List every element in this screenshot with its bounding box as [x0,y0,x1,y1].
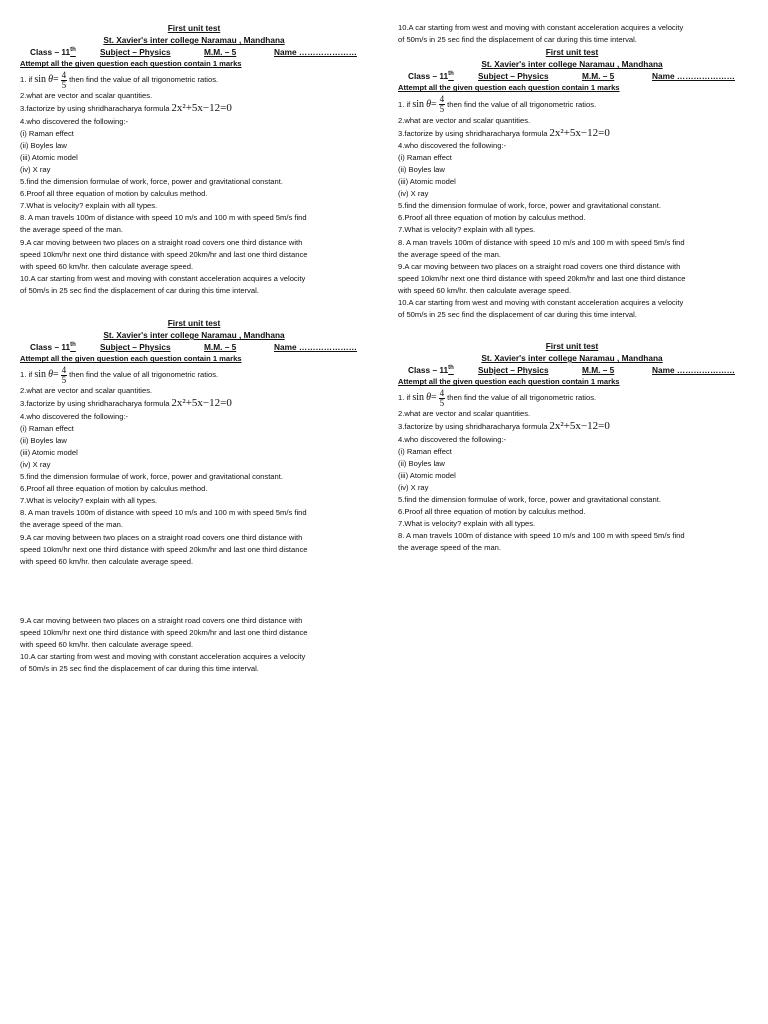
question-8: 8. A man travels 100m of distance with speed 10 m/s and 100 m with speed 5m/s find [20,508,307,518]
question-paper-1: First unit test St. Xavier's inter college Naramau , Mandhana Class – 11th Subject – Physics M.M. – 5 Name ………………… Attempt all the given question each question contain 1 marks 1. if sin θ= $\frac{4}{5}$ then find the value of all trigonometric ratios. 2.what are vector and scalar quantities. 3.factorize by using shridharacharya formula 2x²+5x−12=0 4.who discovered the following:- (i) Raman effect (ii) Boyles law (iii) Atomic model (iv) X ray 5.find the dimension formulae of work, force, power and gravitational constant. 6.Proof all three equation of motion by calculus method. 7.What is velocity? explain with all types. 8. A man travels 100m of distance with speed 10 m/s and 100 m with speed 5m/s find the average speed of the man. 9.A car moving between two places on a straight road covers one third distance with speed 10km/hr next one third distance with speed 20km/hr and last one third distance with speed 60 km/hr. then calculate average speed. 10.A car starting from west and moving with constant acceleration acquires a velocity of 50m/s in 25 sec find the displacement of car during this time interval. [20,22,368,297]
question-4: 4.who discovered the following:- [398,434,507,444]
question-1: 1. if sin θ= $\frac{4}{5}$ then find the value of all trigonometric ratios. [20,69,219,90]
question-8: 8. A man travels 100m of distance with speed 10 m/s and 100 m with speed 5m/s find [20,213,307,223]
paper-title: First unit test [167,318,221,328]
instruction: Attempt all the given question each question contain 1 marks [398,83,620,93]
question-paper-5: 9.A car moving between two places on a straight road covers one third distance with speed 10km/hr next one third distance with speed 20km/hr and last one third distance with speed 60 km/hr. then calculate average speed. 10.A car starting from west and moving with constant acceleration acquires a velocity of 50m/s in 25 sec find the displacement of car during this time interval. [20,615,368,675]
school-name: St. Xavier's inter college Naramau , Mandhana [103,35,285,46]
paper-header: Class – 11th Subject – Physics M.M. – 5 Name ………………… [30,47,357,58]
school-name: St. Xavier's inter college Naramau , Mandhana [481,353,663,364]
school-name: St. Xavier's inter college Naramau , Mandhana [103,330,285,341]
paper-header: Class – 11th Subject – Physics M.M. – 5 Name ………………… [30,342,357,353]
question-2: 2.what are vector and scalar quantities. [398,409,531,419]
question-6: 6.Proof all three equation of motion by calculus method. [398,213,586,223]
question-6: 6.Proof all three equation of motion by calculus method. [20,484,208,494]
paper-title: First unit test [545,341,599,351]
question-1: 1. if sin θ= $\frac{4}{5}$ then find the value of all trigonometric ratios. [398,387,597,408]
question-1: 1. if sin θ= $\frac{4}{5}$ then find the value of all trigonometric ratios. [398,94,597,115]
instruction: Attempt all the given question each question contain 1 marks [20,59,242,69]
school-name: St. Xavier's inter college Naramau , Mandhana [481,59,663,70]
question-3: 3.factorize by using shridharacharya formula 2x²+5x−12=0 [398,420,610,433]
question-10: 10.A car starting from west and moving with constant acceleration acquires a velocity [20,652,306,662]
question-9: 9.A car moving between two places on a straight road covers one third distance with [398,261,681,271]
question-3: 3.factorize by using shridharacharya formula 2x²+5x−12=0 [398,126,610,139]
paper-title: First unit test [545,47,599,58]
question-paper-3: First unit test St. Xavier's inter college Naramau , Mandhana Class – 11th Subject – Physics M.M. – 5 Name ………………… Attempt all the given question each question contain 1 marks 1. if sin θ= $\frac{4}{5}$ then find the value of all trigonometric ratios. 2.what are vector and scalar quantities. 3.factorize by using shridharacharya formula 2x²+5x−12=0 4.who discovered the following:- (i) Raman effect (ii) Boyles law (iii) Atomic model (iv) X ray 5.find the dimension formulae of work, force, power and gravitational constant. 6.Proof all three equation of motion by calculus method. 7.What is velocity? explain with all types. 8. A man travels 100m of distance with speed 10 m/s and 100 m with speed 5m/s find the average speed of the man. 9.A car moving between two places on a straight road covers one third distance with speed 10km/hr next one third distance with speed 20km/hr and last one third distance with speed 60 km/hr. then calculate average speed. [20,317,368,568]
question-3: 3.factorize by using shridharacharya formula 2x²+5x−12=0 [20,397,232,410]
instruction: Attempt all the given question each question contain 1 marks [398,377,620,387]
instruction: Attempt all the given question each question contain 1 marks [20,354,242,364]
question-paper-4: First unit test St. Xavier's inter college Naramau , Mandhana Class – 11th Subject – Physics M.M. – 5 Name ………………… Attempt all the given question each question contain 1 marks 1. if sin θ= $\frac{4}{5}$ then find the value of all trigonometric ratios. 2.what are vector and scalar quantities. 3.factorize by using shridharacharya formula 2x²+5x−12=0 4.who discovered the following:- (i) Raman effect (ii) Boyles law (iii) Atomic model (iv) X ray 5.find the dimension formulae of work, force, power and gravitational constant. 6.Proof all three equation of motion by calculus method. 7.What is velocity? explain with all types. 8. A man travels 100m of distance with speed 10 m/s and 100 m with speed 5m/s find the average speed of the man. [398,340,746,555]
question-5: 5.find the dimension formulae of work, force, power and gravitational constant. [398,201,661,211]
question-8: 8. A man travels 100m of distance with speed 10 m/s and 100 m with speed 5m/s find [398,237,685,247]
question-4: 4.who discovered the following:- [398,140,507,150]
question-6: 6.Proof all three equation of motion by calculus method. [20,189,208,199]
question-10: 10.A car starting from west and moving with constant acceleration acquires a velocity [398,23,684,32]
question-9: 9.A car moving between two places on a straight road covers one third distance with [20,616,303,625]
question-2: 2.what are vector and scalar quantities. [20,386,153,396]
question-2: 2.what are vector and scalar quantities. [20,91,153,101]
question-9: 9.A car moving between two places on a straight road covers one third distance with [20,237,303,247]
question-2: 2.what are vector and scalar quantities. [398,115,531,125]
question-3: 3.factorize by using shridharacharya formula 2x²+5x−12=0 [20,102,232,115]
question-10: 10.A car starting from west and moving with constant acceleration acquires a velocity [20,273,306,283]
paper-title: First unit test [167,23,221,33]
paper-header: Class – 11th Subject – Physics M.M. – 5 Name ………………… [408,71,735,82]
question-7: 7.What is velocity? explain with all types. [398,225,536,235]
question-7: 7.What is velocity? explain with all types. [20,201,158,211]
question-4: 4.who discovered the following:- [20,411,129,421]
question-5: 5.find the dimension formulae of work, force, power and gravitational constant. [20,472,283,482]
question-1: 1. if sin θ= $\frac{4}{5}$ then find the value of all trigonometric ratios. [20,364,219,385]
question-5: 5.find the dimension formulae of work, force, power and gravitational constant. [398,495,661,505]
question-4: 4.who discovered the following:- [20,116,129,126]
question-8: 8. A man travels 100m of distance with speed 10 m/s and 100 m with speed 5m/s find [398,531,685,541]
question-7: 7.What is velocity? explain with all types. [398,519,536,529]
question-10: 10.A car starting from west and moving with constant acceleration acquires a velocity [398,297,684,307]
question-6: 6.Proof all three equation of motion by calculus method. [398,507,586,517]
question-paper-2: 10.A car starting from west and moving with constant acceleration acquires a velocity of 50m/s in 25 sec find the displacement of car during this time interval. First unit test St. Xavier's inter college Naramau , Mandhana Class – 11th Subject – Physics M.M. – 5 Name ………………… Attempt all the given question each question contain 1 marks 1. if sin θ= $\frac{4}{5}$ then find the value of all trigonometric ratios. 2.what are vector and scalar quantities. 3.factorize by using shridharacharya formula 2x²+5x−12=0 4.who discovered the following:- (i) Raman effect (ii) Boyles law (iii) Atomic model (iv) X ray 5.find the dimension formulae of work, force, power and gravitational constant. 6.Proof all three equation of motion by calculus method. 7.What is velocity? explain with all types. 8. A man travels 100m of distance with speed 10 m/s and 100 m with speed 5m/s find the average speed of the man. 9.A car moving between two places on a straight road covers one third distance with speed 10km/hr next one third distance with speed 20km/hr and last one third distance with speed 60 km/hr. then calculate average speed. 10.A car starting from west and moving with constant acceleration acquires a velocity of 50m/s in 25 sec find the displacement of car during this time interval. [398,22,746,321]
question-9: 9.A car moving between two places on a straight road covers one third distance with [20,532,303,542]
paper-header: Class – 11th Subject – Physics M.M. – 5 Name ………………… [408,365,735,376]
question-5: 5.find the dimension formulae of work, force, power and gravitational constant. [20,177,283,187]
question-7: 7.What is velocity? explain with all types. [20,496,158,506]
